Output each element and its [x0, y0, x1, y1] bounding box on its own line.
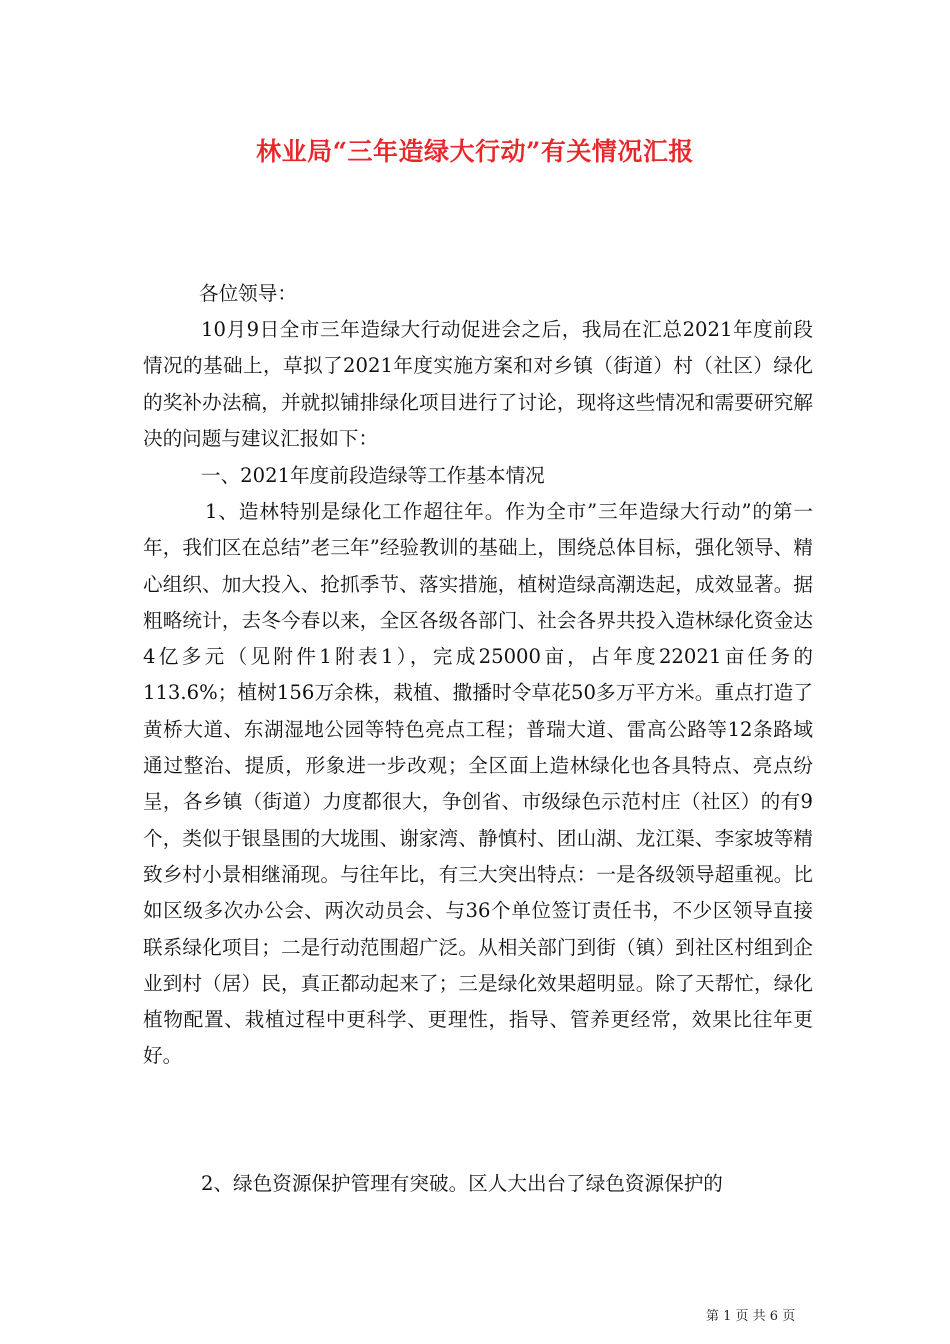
paragraph-item-2: 2、绿色资源保护管理有突破。区人大出台了绿色资源保护的 — [201, 1172, 723, 1195]
page-number: 第 1 页 共 6 页 — [706, 1309, 796, 1324]
salutation: 各位领导： — [199, 282, 297, 305]
paragraph-item-1: 1、造林特别是绿化工作超往年。作为全市”三年造绿大行动”的第一年，我们区在总结”老三年”经验教训的基础上，围绕总体目标，强化领导、精心组织、加大投入、抢抓季节、落实措施，植树造绿高潮迭起，成效显著。据粗略统计，去冬今春以来，全区各级各部门、社会各界共投入造林绿化资金达4亿多元（见附件1附表1），完成25000亩，占年度22021亩任务的113.6%；植树156万余株，栽植、撒播时令草花50多万平方米。重点打造了黄桥大道、东湖湿地公园等特色亮点工程；普瑞大道、雷高公路等12条路域通过整治、提质，形象进一步改观；全区面上造林绿化也各具特点、亮点纷呈，各乡镇（街道）力度都很大，争创省、市级绿色示范村庄（社区）的有9个，类似于银垦围的大垅围、谢家湾、静慎村、团山湖、龙江渠、李家坡等精致乡村小景相继涌现。与往年比，有三大突出特点：一是各级领导超重视。比如区级多次办公会、两次动员会、与36个单位签订责任书，不少区领导直接联系绿化项目；二是行动范围超广泛。从相关部门到街（镇）到社区村组到企业到村（居）民，真正都动起来了；三是绿化效果超明显。除了天帮忙，绿化植物配置、栽植过程中更科学、更理性，指导、管养更经常，效果比往年更好。 — [143, 500, 813, 1068]
document-title: 林业局“三年造绿大行动”有关情况汇报 — [256, 137, 694, 166]
paragraph-intro: 10月9日全市三年造绿大行动促进会之后，我局在汇总2021年度前段情况的基础上，草拟了2021年度实施方案和对乡镇（街道）村（社区）绿化的奖补办法稿，并就拟铺排绿化项目进行了讨论，现将这些情况和需要研究解决的问题与建议汇报如下： — [143, 318, 813, 450]
section-heading: 一、2021年度前段造绿等工作基本情况 — [201, 464, 545, 487]
